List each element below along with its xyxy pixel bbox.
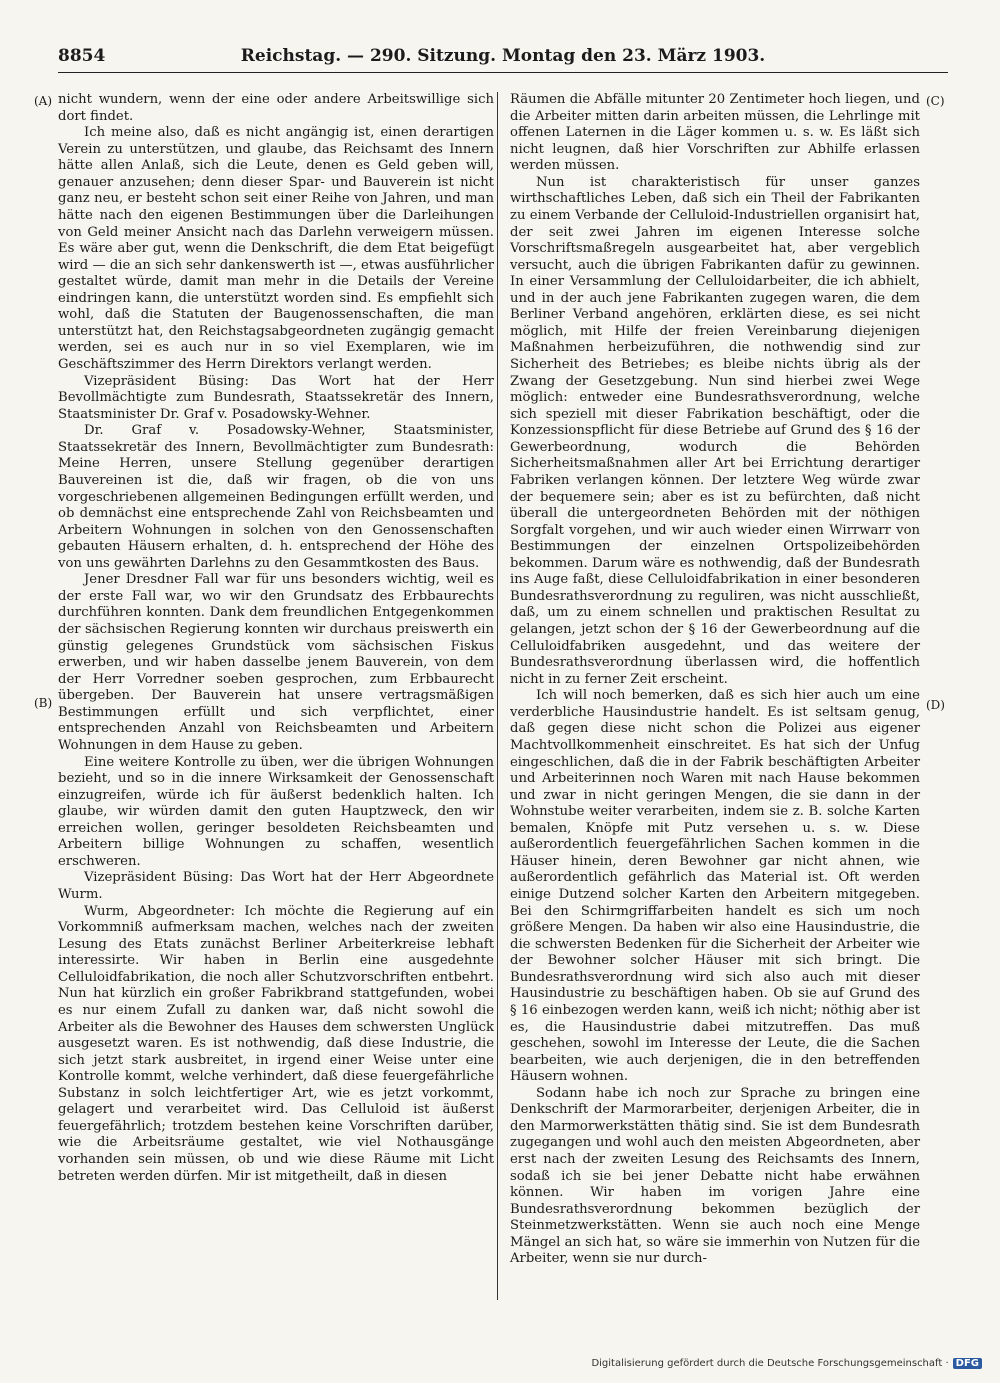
paragraph: Eine weitere Kontrolle zu üben, wer die übrigen Wohnungen bezieht, und so in die innere Wirksamkeit der Genossenschaft einzugreifen, würde ich für äußerst bedenklich halten. Ich glaube, wir würden damit den guten Hauptzweck, den wir erreichen wollen, geringer besoldeten Reichsbeamten und Arbeitern billige Wohnungen zu schaffen, wesentlich erschweren. <box>58 754 494 869</box>
speaker-paragraph: Vizepräsident Büsing: Das Wort hat der Herr Bevollmächtigte zum Bundesrath, Staatssekretär des Innern, Staatsminister Dr. Graf v. Posadowsky-Wehner. <box>58 373 494 422</box>
running-title: Reichstag. — 290. Sitzung. Montag den 23. März 1903. <box>240 46 766 66</box>
speaker-paragraph: Wurm, Abgeordneter: Ich möchte die Regierung auf ein Vorkommniß aufmerksam machen, welches nach der zweiten Lesung des Etats zunächst Berliner Arbeiterkreise lebhaft interessirte. Wir haben in Berlin eine ausgedehnte Celluloidfabrikation, die noch aller Schutzvorschriften entbehrt. Nun hat kürzlich ein großer Fabrikbrand stattgefunden, wobei es nur einem Zufall zu danken war, daß nicht sowohl die Arbeiter als die Bewohner des Hauses dem schwersten Unglück ausgesetzt waren. Es ist nothwendig, daß diese Industrie, die sich jetzt stark ausbreitet, in irgend einer Weise unter eine Kontrolle kommt, welche verhindert, daß diese feuergefährliche Substanz in solch leichtfertiger Art, wie es jetzt vorkommt, gelagert und verarbeitet wird. Das Celluloid ist äußerst feuergefährlich; trotzdem bestehen keine Vorschriften darüber, wie die Arbeitsräume gestaltet, wie viel Nothausgänge vorhanden sein müssen, ob und wie diese Räume mit Licht betreten werden dürfen. Mir ist mitgetheilt, daß in diesen <box>58 903 494 1184</box>
paragraph: Nun ist charakteristisch für unser ganzes wirthschaftliches Leben, daß sich ein Theil der Fabrikanten zu einem Verbande der Celluloid-Industriellen organisirt hat, der seit zwei Jahren im eigenen Interesse solche Vorschriftsmaßregeln ausgearbeitet hat, aber vergeblich versucht, auch die übrigen Fabrikanten dafür zu gewinnen. In einer Versammlung der Celluloidarbeiter, die ich abhielt, und in der auch jene Fabrikanten zugegen waren, die dem Berliner Verband angehören, erklärten diese, es sei nicht möglich, mit Hilfe der freien Vereinbarung diejenigen Maßnahmen herbeizuführen, die nothwendig sind zur Sicherheit des Betriebes; es bleibe nichts übrig als der Zwang der Gesetzgebung. Nun sind hierbei zwei Wege möglich: entweder eine Bundesrathsverordnung, welche sich speziell mit dieser Fabrikation beschäftigt, oder die Konzessionspflicht für diese Betriebe auf Grund des § 16 der Gewerbeordnung, wodurch die Behörden Sicherheitsmaßnahmen aller Art bei Errichtung derartiger Fabriken verlangen können. Der letztere Weg würde zwar der bequemere sein; aber es ist zu befürchten, daß nicht überall die untergeordneten Behörden mit der nöthigen Sorgfalt vorgehen, und wir auch wieder einen Wirrwarr von Bestimmungen der einzelnen Ortspolizeibehörden bekommen. Darum wäre es nothwendig, daß der Bundesrath ins Auge faßt, diese Celluloidfabrikation in einer besonderen Bundesrathsverordnung zu reguliren, was nicht ausschließt, daß, um zu einem schnellen und praktischen Resultat zu gelangen, jetzt schon der § 16 der Gewerbeordnung auf die Celluloidfabriken ausgedehnt, und das weitere der Bundesrathsverordnung überlassen wird, die hoffentlich nicht in zu ferner Zeit erscheint. <box>510 174 920 687</box>
margin-marker-c: (C) <box>926 94 945 108</box>
paragraph: nicht wundern, wenn der eine oder andere Arbeitswillige sich dort findet. <box>58 92 494 124</box>
paragraph: Räumen die Abfälle mitunter 20 Zentimeter hoch liegen, und die Arbeiter mitten darin arbeiten müssen, die Lehrlinge mit offenen Laternen in die Läger kommen u. s. w. Es läßt sich nicht leugnen, daß hier Vorschriften zur Abhilfe erlassen werden müssen. <box>510 92 920 174</box>
paragraph: Jener Dresdner Fall war für uns besonders wichtig, weil es der erste Fall war, wo wir den Grundsatz des Erbbaurechts durchführen konnten. Dank dem freundlichen Entgegenkommen der sächsischen Regierung konnten wir durchaus preiswerth ein günstig gelegenes Grundstück vom sächsischen Fiskus erwerben, und wir haben dasselbe jenem Bauverein, von dem der Herr Vorredner soeben gesprochen, zum Erbbaurecht übergeben. Der Bauverein hat unsere vertragsmäßigen Bestimmungen erfüllt und sich verpflichtet, einer entsprechenden Anzahl von Reichsbeamten und Arbeitern Wohnungen in dem Hause zu geben. <box>58 572 494 753</box>
page-number: 8854 <box>58 46 106 66</box>
column-divider <box>497 92 498 1300</box>
footer-text: Digitalisierung gefördert durch die Deutsche Forschungsgemeinschaft · <box>591 1358 949 1369</box>
margin-marker-b: (B) <box>34 696 53 710</box>
speaker-paragraph: Vizepräsident Büsing: Das Wort hat der Herr Abgeordnete Wurm. <box>58 870 494 902</box>
paragraph: Sodann habe ich noch zur Sprache zu bringen eine Denkschrift der Marmorarbeiter, derjenigen Arbeiter, die in den Marmorwerkstätten thätig sind. Sie ist dem Bundesrath zugegangen und wohl auch den meisten Abgeordneten, aber erst nach der zweiten Lesung des Reichsamts des Innern, sodaß ich sie bei jener Debatte nicht habe erwähnen können. Wir haben im vorigen Jahre eine Bundesrathsverordnung bekommen bezüglich der Steinmetzwerkstätten. Wenn sie auch noch eine Menge Mängel an sich hat, so wäre sie immerhin von Nutzen für die Arbeiter, wenn sie nur durch- <box>510 1085 920 1267</box>
right-column <box>510 92 920 1268</box>
page-header <box>58 46 948 70</box>
left-column <box>58 92 494 1185</box>
margin-marker-d: (D) <box>926 698 945 712</box>
paragraph: Ich meine also, daß es nicht angängig ist, einen derartigen Verein zu unterstützen, und glaube, das Reichsamt des Innern hätte allen Anlaß, sich die Leute, denen es Geld geben will, genauer anzusehen; denn dieser Spar- und Bauverein ist nicht ganz neu, er besteht schon seit einer Reihe von Jahren, und man hätte nach den eigenen Bestimmungen über die Darleihungen von Geld meiner Ansicht nach das Darlehn verweigern müssen. Es wäre aber gut, wenn die Denkschrift, die dem Etat beigefügt wird — die an sich sehr dankenswerth ist —, etwas ausführlicher gestaltet würde, damit man mehr in die Details der Vereine eindringen kann, die unterstützt worden sind. Es empfiehlt sich wohl, daß die Statuten der Baugenossenschaften, die man unterstützt hat, den Reichstagsabgeordneten zugängig gemacht werden, sei es auch nur in so viel Exemplaren, wie im Geschäftszimmer des Herrn Direktors verlangt werden. <box>58 125 494 372</box>
speaker-paragraph: Dr. Graf v. Posadowsky-Wehner, Staatsminister, Staatssekretär des Innern, Bevollmächtigter zum Bundesrath: Meine Herren, unsere Stellung gegenüber derartigen Bauvereinen ist die, daß wir fragen, ob die von uns vorgeschriebenen allgemeinen Bedingungen erfüllt werden, und ob demnächst eine entsprechende Zahl von Reichsbeamten und Arbeitern Wohnungen in solchen von den Genossenschaften gebauten Häusern erhalten, d. h. entsprechend der Höhe des von uns gewährten Darlehns zu den Gesammtkosten des Baus. <box>58 423 494 571</box>
dfg-logo: DFG <box>953 1358 982 1369</box>
paragraph: Ich will noch bemerken, daß es sich hier auch um eine verderbliche Hausindustrie handelt. Es ist seltsam genug, daß gegen diese nicht schon die Polizei aus eigener Machtvollkommenheit einschreitet. Es hat sich der Unfug eingeschlichen, daß die in der Fabrik beschäftigten Arbeiter und Arbeiterinnen noch Waren mit nach Hause bekommen und zwar in nicht geringen Mengen, die sie dann in der Wohnstube weiter verarbeiten, indem sie z. B. solche Karten bemalen, Knöpfe mit Putz versehen u. s. w. Diese außerordentlich feuergefährlichen Sachen kommen in die Häuser hinein, deren Bewohner gar nicht ahnen, wie außerordentlich gefährlich das Material ist. Oft werden einige Dutzend solcher Karten den Arbeitern mitgegeben. Bei den Schirmgriffarbeiten handelt es sich um noch größere Mengen. Da haben wir also eine Hausindustrie, die die schwersten Bedenken für die Sicherheit der Arbeiter wie der Bewohner solcher Häuser mit sich bringt. Die Bundesrathsverordnung wird sich also auch mit dieser Hausindustrie zu beschäftigen haben. Ob sie auf Grund des § 16 einbezogen werden kann, weiß ich nicht; nöthig aber ist es, die Hausindustrie dabei mitzutreffen. Das muß geschehen, sowohl im Interesse der Leute, die die Sachen bearbeiten, wie auch derjenigen, die in den betreffenden Häusern wohnen. <box>510 688 920 1085</box>
header-rule <box>58 72 948 73</box>
footer-credit <box>591 1358 982 1369</box>
margin-marker-a: (A) <box>34 94 53 108</box>
